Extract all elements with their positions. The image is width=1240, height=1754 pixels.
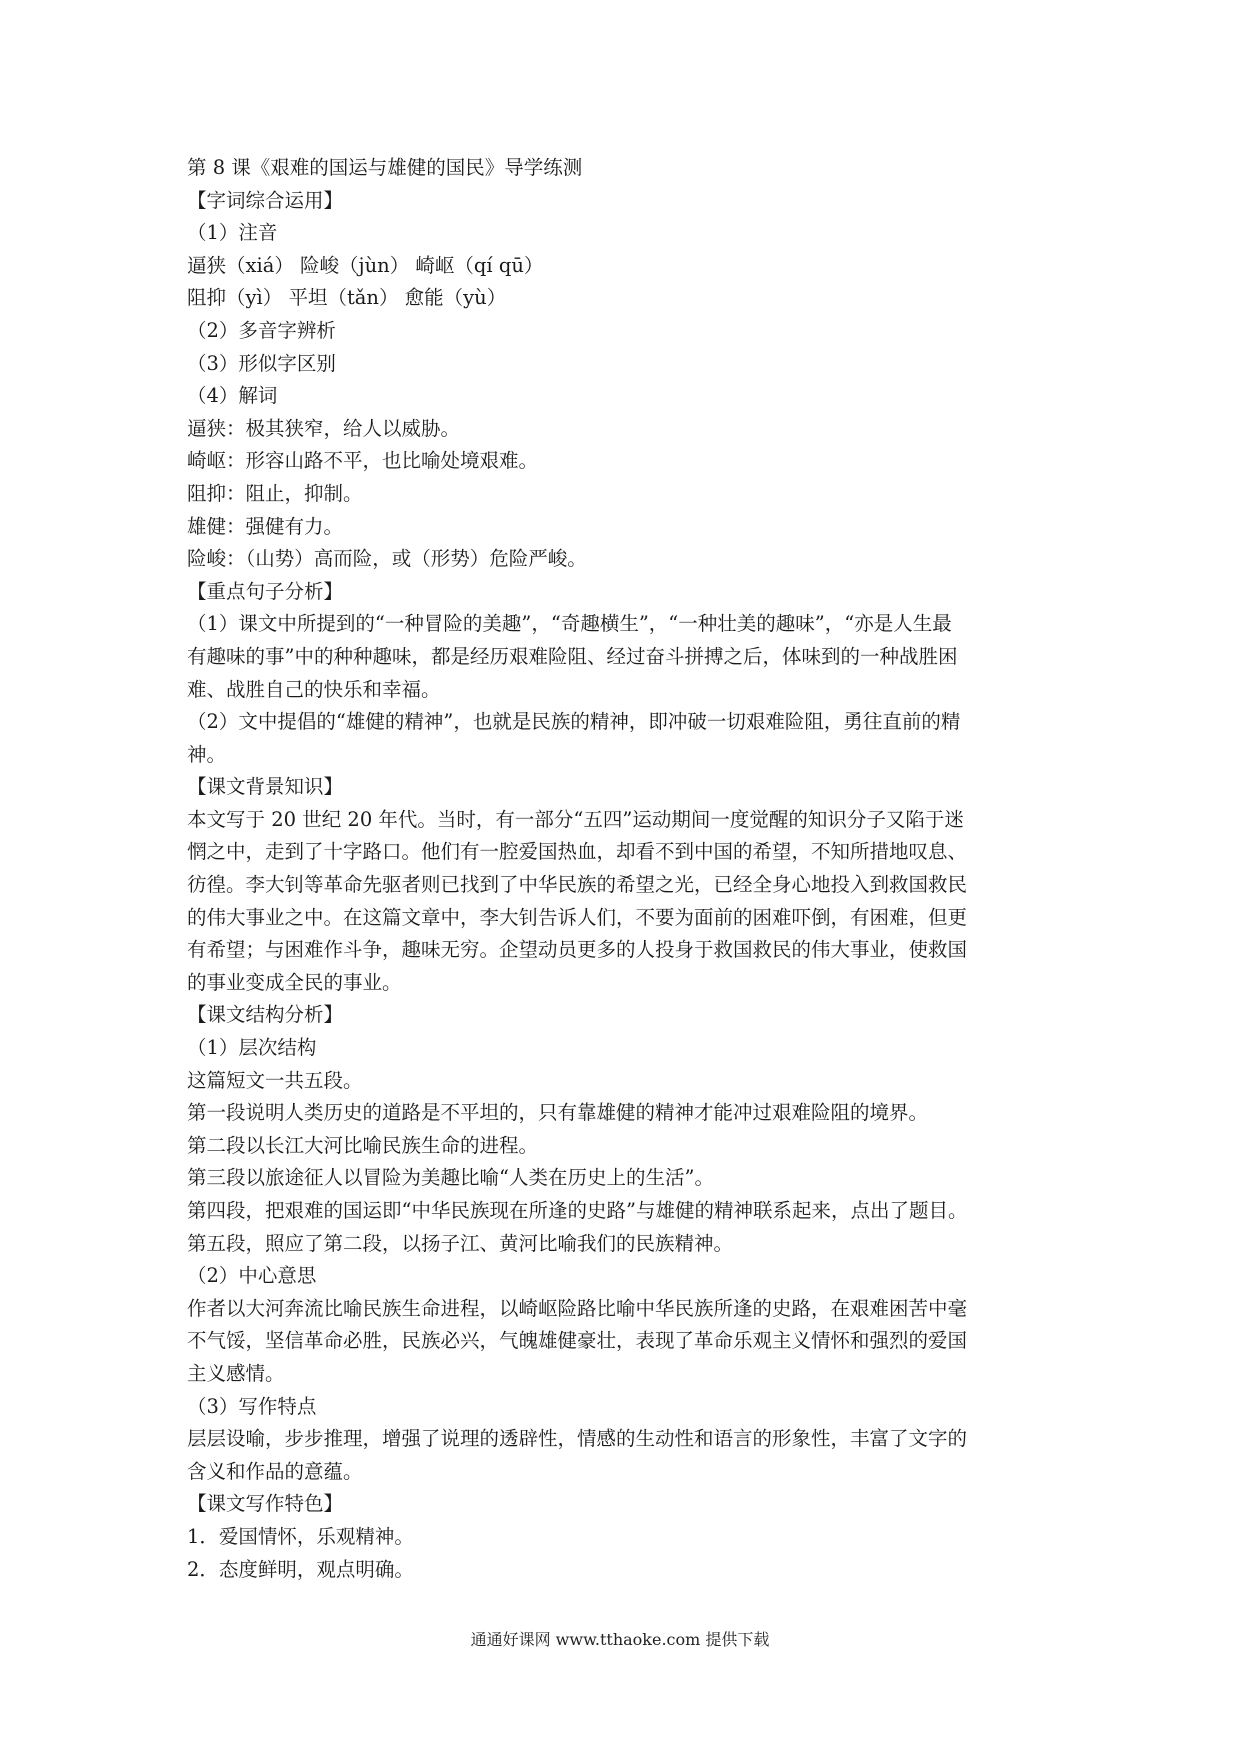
text-line: 1．爱国情怀，乐观精神。 — [187, 1524, 414, 1548]
text-line: （1）课文中所提到的“一种冒险的美趣”，“奇趣横生”，“一种壮美的趣味”，“亦是人生最 — [187, 612, 952, 636]
text-line: 本文写于 20 世纪 20 年代。当时，有一部分“五四”运动期间一度觉醒的知识分子又陷于迷 — [187, 807, 964, 831]
text-line: 有希望；与困难作斗争，趣味无穷。企望动员更多的人投身于救国救民的伟大事业，使救国 — [187, 938, 968, 962]
page-footer: 通通好课网 www.tthaoke.com 提供下载 — [470, 1630, 770, 1649]
text-line: 【重点句子分析】 — [187, 579, 344, 603]
text-line: （1）注音 — [187, 221, 278, 245]
text-line: 崎岖：形容山路不平，也比喻处境艰难。 — [187, 449, 539, 473]
text-line: 的伟大事业之中。在这篇文章中，李大钊告诉人们，不要为面前的困难吓倒，有困难，但更 — [187, 905, 968, 929]
text-line: 第二段以长江大河比喻民族生命的进程。 — [187, 1133, 539, 1157]
text-line: （3）形似字区别 — [187, 351, 336, 375]
text-line: 不气馁，坚信革命必胜，民族必兴，气魄雄健豪壮，表现了革命乐观主义情怀和强烈的爱国 — [187, 1329, 968, 1353]
text-line: 逼狭（xiá） 险峻（jùn） 崎岖（qí qū） — [187, 253, 544, 277]
text-line: 2．态度鲜明，观点明确。 — [187, 1557, 414, 1581]
text-line: 神。 — [187, 742, 227, 766]
text-line: 【课文写作特色】 — [187, 1492, 344, 1516]
text-line: 险峻：（山势）高而险，或（形势）危险严峻。 — [187, 547, 587, 571]
text-line: 主义感情。 — [187, 1361, 285, 1385]
text-line: 彷徨。李大钊等革命先驱者则已找到了中华民族的希望之光，已经全身心地投入到救国救民 — [187, 873, 968, 897]
text-line: 的事业变成全民的事业。 — [187, 970, 402, 994]
text-line: （2）多音字辨析 — [187, 318, 336, 342]
text-line: 第三段以旅途征人以冒险为美趣比喻“人类在历史上的生活”。 — [187, 1166, 714, 1190]
text-line: 第四段，把艰难的国运即“中华民族现在所逢的史路”与雄健的精神联系起来，点出了题目。 — [187, 1199, 968, 1222]
text-line: 含义和作品的意蕴。 — [187, 1459, 363, 1483]
text-line: （1）层次结构 — [187, 1036, 317, 1060]
text-line: 【课文背景知识】 — [187, 775, 344, 799]
text-line: （2）中心意思 — [187, 1264, 317, 1288]
text-line: 【字词综合运用】 — [187, 188, 344, 212]
text-line: 第 8 课《艰难的国运与雄健的国民》导学练测 — [187, 156, 583, 179]
text-line: 作者以大河奔流比喻民族生命进程，以崎岖险路比喻中华民族所逢的史路，在艰难困苦中毫 — [187, 1296, 968, 1320]
text-line: （3）写作特点 — [187, 1394, 317, 1418]
text-line: 【课文结构分析】 — [187, 1003, 344, 1027]
text-line: 这篇短文一共五段。 — [187, 1068, 363, 1092]
text-line: 惘之中，走到了十字路口。他们有一腔爱国热血，却看不到中国的希望，不知所措地叹息、 — [187, 840, 968, 864]
text-line: 难、战胜自己的快乐和幸福。 — [187, 677, 441, 701]
text-line: 层层设喻，步步推理，增强了说理的透辟性，情感的生动性和语言的形象性，丰富了文字的 — [187, 1427, 968, 1451]
document-body — [187, 152, 1067, 1586]
text-line: 第一段说明人类历史的道路是不平坦的，只有靠雄健的精神才能冲过艰难险阻的境界。 — [187, 1101, 929, 1125]
text-line: 阻抑（yì） 平坦（tǎn） 愈能（yù） — [187, 286, 507, 310]
text-line: （4）解词 — [187, 384, 278, 408]
text-line: 雄健：强健有力。 — [187, 514, 344, 538]
text-line: 有趣味的事”中的种种趣味，都是经历艰难险阻、经过奋斗拼搏之后，体味到的一种战胜困 — [187, 644, 958, 668]
text-line: （2）文中提倡的“雄健的精神”，也就是民族的精神，即冲破一切艰难险阻，勇往直前的精 — [187, 710, 961, 734]
text-line: 逼狭：极其狭窄，给人以威胁。 — [187, 416, 461, 440]
text-line: 第五段，照应了第二段，以扬子江、黄河比喻我们的民族精神。 — [187, 1231, 734, 1255]
text-line: 阻抑：阻止，抑制。 — [187, 481, 363, 505]
